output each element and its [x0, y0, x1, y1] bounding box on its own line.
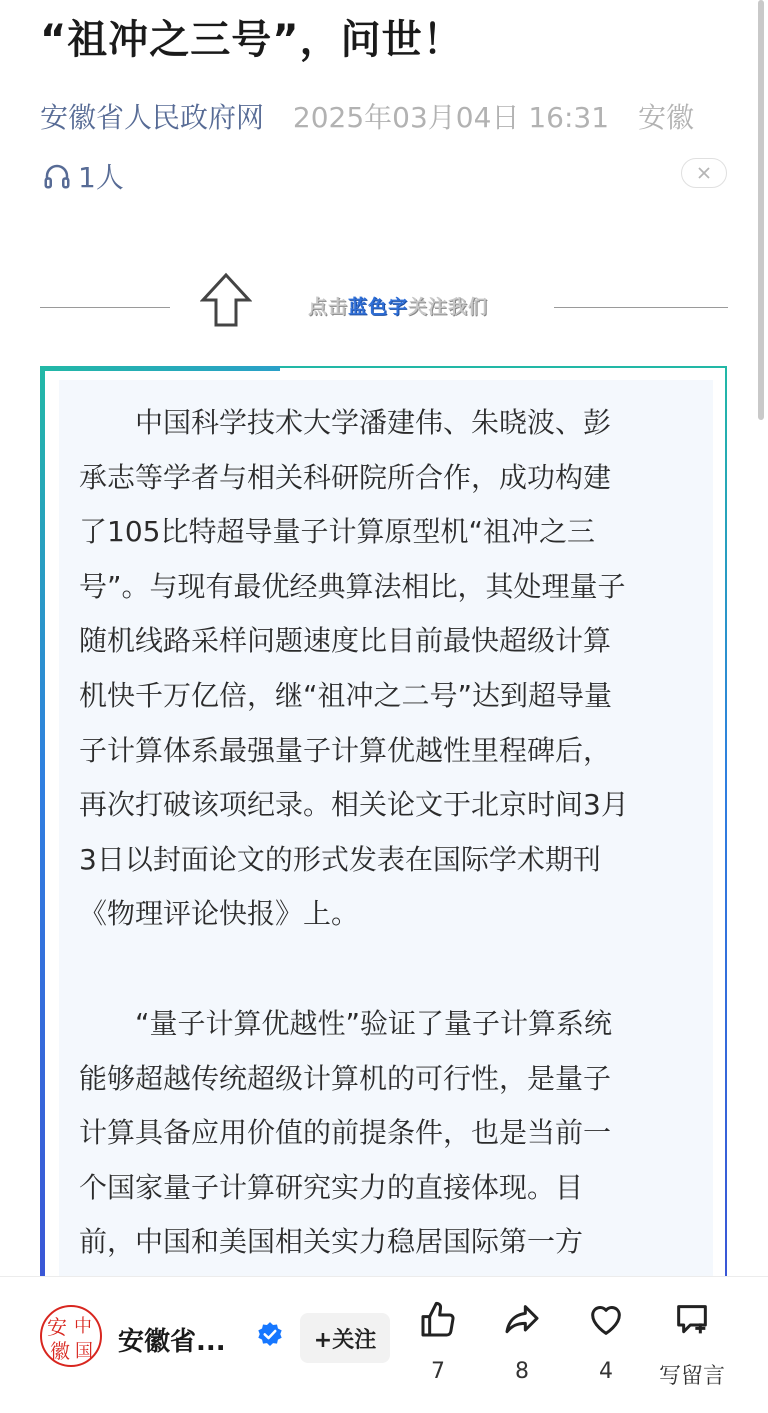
- up-arrow-icon: [200, 272, 252, 328]
- follow-prompt-banner: [40, 270, 728, 334]
- text-line: 再次打破该项纪录。相关论文于北京时间3月: [79, 788, 629, 822]
- scrollbar[interactable]: [758, 0, 764, 420]
- source-link[interactable]: 安徽省人民政府网: [40, 101, 265, 134]
- svg-text:中: 中: [74, 1316, 92, 1337]
- text-line: 机快千万亿倍，继“祖冲之二号”达到超导量: [79, 678, 613, 712]
- verified-badge-icon: [256, 1321, 284, 1349]
- favorite-button[interactable]: [566, 1297, 646, 1384]
- account-name[interactable]: 安徽省...: [118, 1327, 226, 1357]
- share-button[interactable]: [482, 1297, 562, 1384]
- headphones-icon: [42, 161, 72, 191]
- paragraph-1: [79, 396, 699, 942]
- bottom-action-bar: [0, 1276, 768, 1413]
- text-line: 计算具备应用价值的前提条件，也是当前一: [79, 1116, 612, 1150]
- svg-text:国: 国: [75, 1341, 93, 1362]
- content-background: [59, 380, 713, 1284]
- follow-button[interactable]: +关注: [300, 1313, 390, 1363]
- text-line: “量子计算优越性”验证了量子计算系统: [79, 1007, 613, 1040]
- text-line: 前，中国和美国相关实力稳居国际第一方: [79, 1225, 584, 1259]
- text-line: 子计算体系最强量子计算优越性里程碑后，: [79, 733, 612, 767]
- article-meta: [40, 96, 740, 136]
- listen-button[interactable]: [42, 156, 124, 196]
- listener-count: 1人: [78, 161, 124, 194]
- publish-datetime: 2025年03月04日 16:31: [292, 101, 610, 134]
- text-line: 号”。与现有最优经典算法相比，其处理量子: [79, 569, 626, 603]
- like-count: 7: [431, 1359, 445, 1384]
- text-line: 个国家量子计算研究实力的直接体现。目: [79, 1170, 584, 1204]
- close-icon: [696, 165, 712, 181]
- text-line: 《物理评论快报》上。: [79, 897, 360, 931]
- article-content-box: [40, 366, 727, 1286]
- heart-icon: [586, 1300, 626, 1340]
- close-button[interactable]: [681, 158, 727, 188]
- text-line: 能够超越传统超级计算机的可行性，是量子: [79, 1061, 612, 1095]
- article-title: “祖冲之三号”，问世！: [40, 17, 464, 63]
- favorite-count: 4: [599, 1359, 613, 1384]
- paragraph-2: [79, 997, 699, 1270]
- account-avatar[interactable]: [40, 1305, 102, 1367]
- svg-text:徽: 徽: [50, 1339, 70, 1363]
- text-line: 承志等学者与相关科研院所合作，成功构建: [79, 460, 612, 494]
- follow-prompt-text[interactable]: 点击蓝色字关注我们: [308, 296, 489, 318]
- write-comment-label: 写留言: [658, 1364, 725, 1389]
- text-line: 3日以封面论文的形式发表在国际学术期刊: [79, 842, 601, 876]
- text-line: 随机线路采样问题速度比目前最快超级计算: [79, 624, 612, 658]
- text-line: 了105比特超导量子计算原型机“祖冲之三: [79, 515, 595, 549]
- box-accent-bar: [40, 366, 280, 371]
- share-arrow-icon: [502, 1300, 542, 1340]
- svg-text:安: 安: [47, 1315, 67, 1339]
- divider-left: [40, 307, 170, 308]
- divider-right: [554, 307, 728, 308]
- thumbs-up-icon: [418, 1300, 458, 1340]
- like-button[interactable]: [398, 1297, 478, 1384]
- comment-add-icon: [672, 1300, 712, 1340]
- publish-location: 安徽: [637, 101, 694, 134]
- text-line: 中国科学技术大学潘建伟、朱晓波、彭: [79, 406, 612, 439]
- share-count: 8: [515, 1359, 529, 1384]
- write-comment-button[interactable]: [652, 1297, 732, 1390]
